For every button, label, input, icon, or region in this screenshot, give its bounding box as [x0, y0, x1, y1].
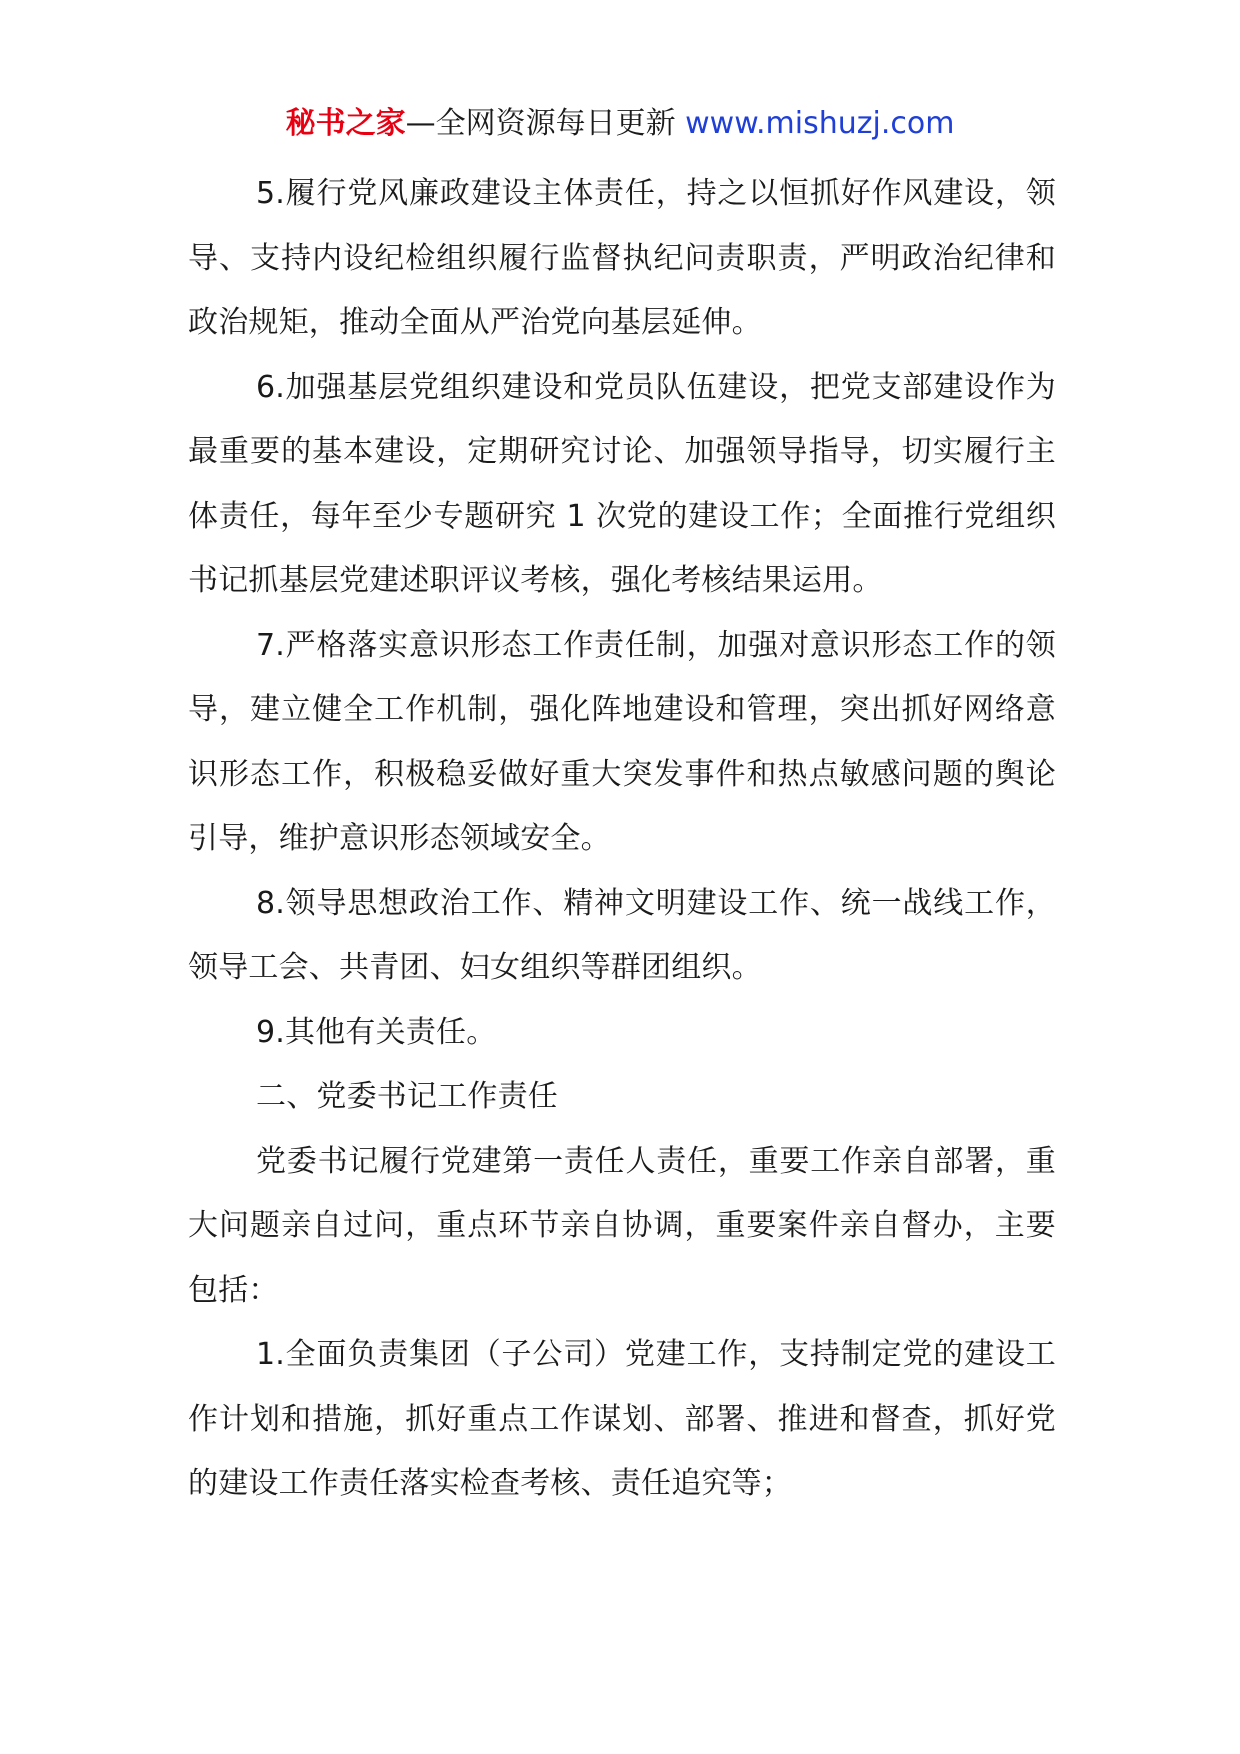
paragraph-item-8: 8.领导思想政治工作、精神文明建设工作、统一战线工作，领导工会、共青团、妇女组织等群团组织。 — [188, 885, 1056, 985]
paragraph-item-6: 6.加强基层党组织建设和党员队伍建设，把党支部建设作为最重要的基本建设，定期研究讨论、加强领导指导，切实履行主体责任，每年至少专题研究 1 次党的建设工作；全面推行党组织书记抓基层党建述职评议考核，强化考核结果运用。 — [188, 369, 1056, 598]
header-tagline: —全网资源每日更新 — [405, 106, 686, 141]
site-url-link[interactable]: www.mishuzj.com — [685, 106, 955, 141]
site-header — [0, 100, 1240, 148]
paragraph-item-7: 7.严格落实意识形态工作责任制，加强对意识形态工作的领导，建立健全工作机制，强化阵地建设和管理，突出抓好网络意识形态工作，积极稳妥做好重大突发事件和热点敏感问题的舆论引导，维护意识形态领域安全。 — [188, 627, 1056, 856]
section-heading: 二、党委书记工作责任 — [256, 1079, 558, 1114]
document-body — [188, 162, 1056, 1517]
paragraph-item-5: 5.履行党风廉政建设主体责任，持之以恒抓好作风建设，领导、支持内设纪检组织履行监督执纪问责职责，严明政治纪律和政治规矩，推动全面从严治党向基层延伸。 — [188, 176, 1056, 340]
brand-name: 秘书之家 — [285, 106, 406, 141]
paragraph-item-9: 9.其他有关责任。 — [256, 1014, 497, 1050]
paragraph-item-1: 1.全面负责集团（子公司）党建工作，支持制定党的建设工作计划和措施，抓好重点工作谋划、部署、推进和督查，抓好党的建设工作责任落实检查考核、责任追究等； — [188, 1337, 1056, 1501]
paragraph-intro: 党委书记履行党建第一责任人责任，重要工作亲自部署，重大问题亲自过问，重点环节亲自协调，重要案件亲自督办，主要包括： — [188, 1143, 1056, 1308]
